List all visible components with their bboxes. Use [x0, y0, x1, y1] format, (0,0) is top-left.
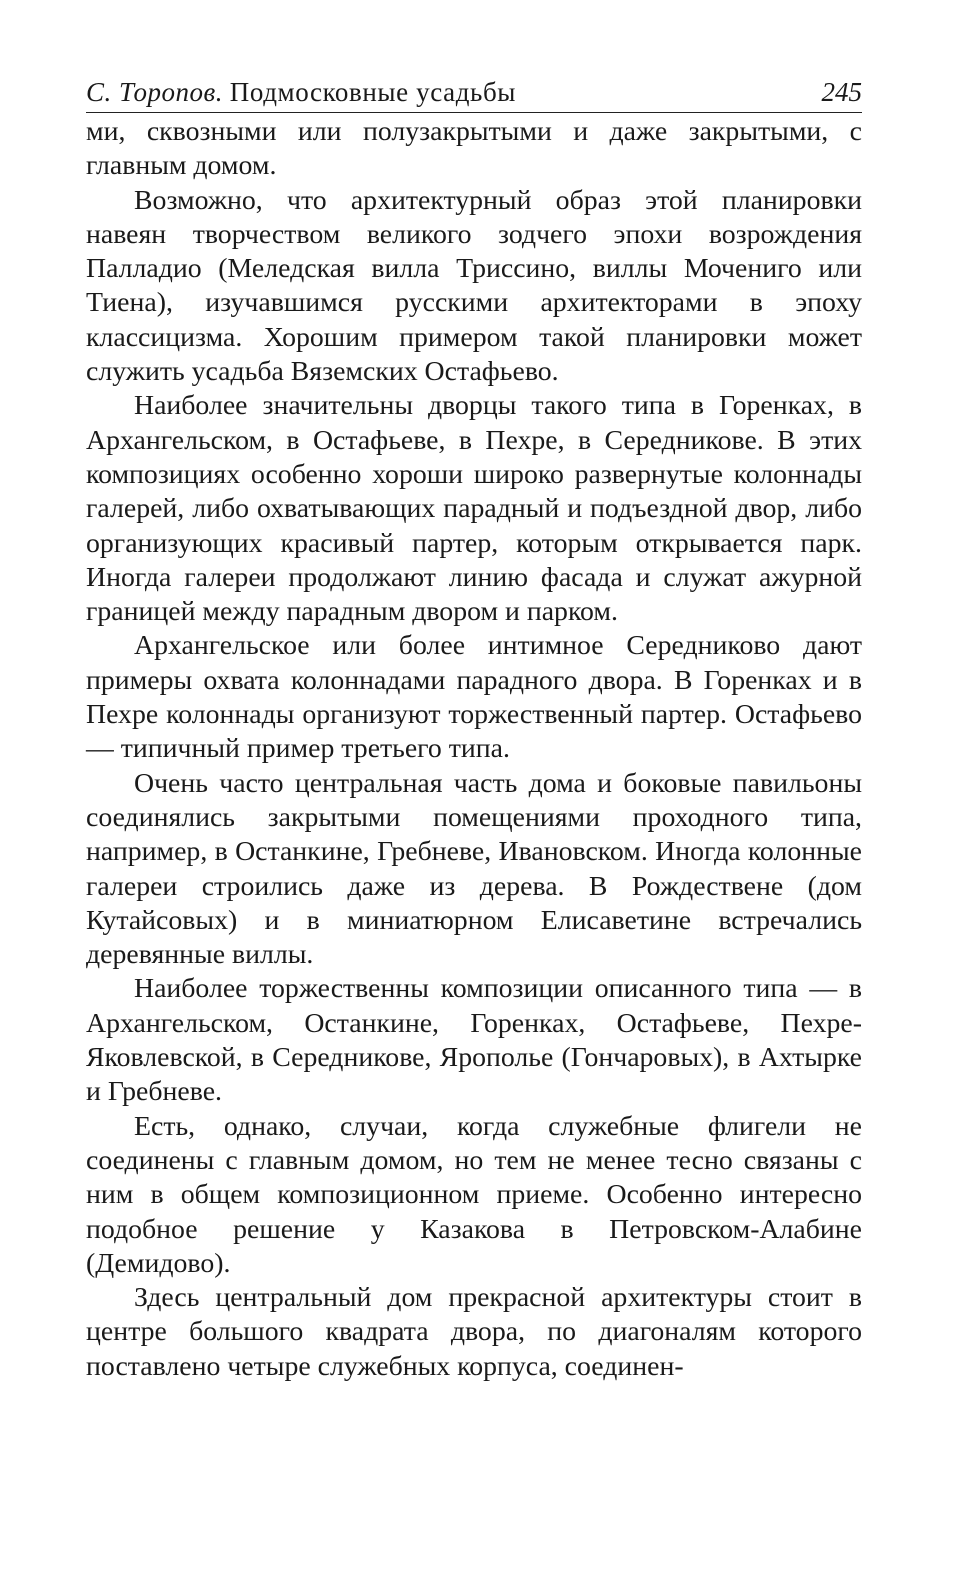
paragraph: Архангельское или более интимное Середниково дают примеры охвата колоннадами парадного двора. В Горенках и в Пехре колоннады организуют торжественный партер. Остафьево — типичный пример третьего типа. — [86, 630, 862, 765]
paragraph: Наиболее торжественны композиции описанного типа — в Архангельском, Останкине, Горенках, Остафьеве, Пехре-Яковлевской, в Середникове, Ярополье (Гончаровых), в Ахтырке и Гребневе. — [86, 973, 862, 1108]
book-page — [86, 72, 862, 1384]
body-text — [86, 115, 862, 1384]
paragraph: Есть, однако, случаи, когда служебные флигели не соединены с главным домом, но тем не менее тесно связаны с ним в общем композиционном приеме. Особенно интересно подобное решение у Казакова в Петровском-Алабине (Демидово). — [86, 1110, 862, 1279]
paragraph: ми, сквозными или полузакрытыми и даже закрытыми, с главным домом. — [86, 116, 862, 182]
running-header — [86, 72, 862, 113]
paragraph: Очень часто центральная часть дома и боковые павильоны соединялись закрытыми помещениями проходного типа, например, в Останкине, Гребневе, Ивановском. Иногда колонные галереи строились даже из дерева. В Рождествене (дом Кутайсовых) и в миниатюрном Елисаветине встречались деревянные виллы. — [86, 767, 862, 971]
paragraph: Возможно, что архитектурный образ этой планировки навеян творчеством великого зодчего эпохи возрождения Палладио (Меледская вилла Триссино, виллы Мочениго или Тиена), изучавшимся русскими архитекторами в эпоху классицизма. Хорошим примером такой планировки может служить усадьба Вяземских Остафьево. — [86, 184, 862, 388]
paragraph: Наиболее значительны дворцы такого типа в Горенках, в Архангельском, в Остафьеве, в Пехре, в Середникове. В этих композициях особенно хороши широко развернутые колоннады галерей, либо охватывающих парадный и подъездной двор, либо организующих красивый партер, которым открывается парк. Иногда галереи продолжают линию фасада и служат ажурной границей между парадным двором и парком. — [86, 390, 862, 628]
header-title: Подмосковные усадьбы — [229, 77, 517, 107]
header-author: С. Торопов. — [86, 77, 224, 107]
paragraph: Здесь центральный дом прекрасной архитектуры стоит в центре большого квадрата двора, по диагоналям которого поставлено четыре служебных корпуса, соединен- — [86, 1282, 862, 1382]
page-number: 245 — [821, 77, 862, 107]
